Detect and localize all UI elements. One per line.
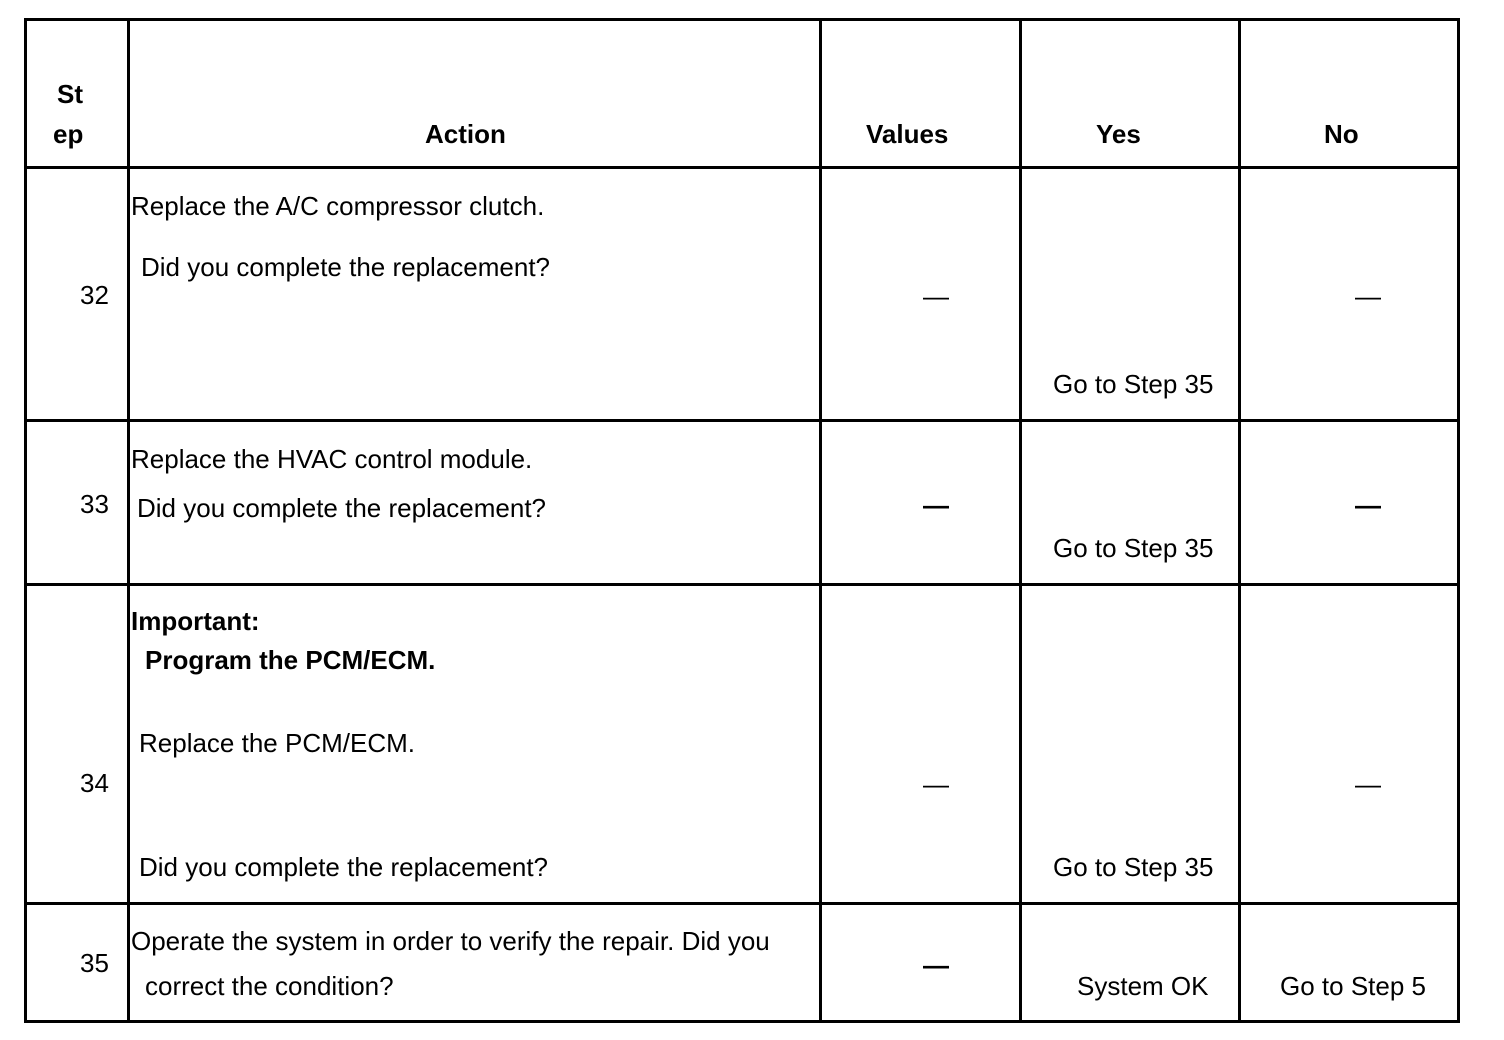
row-33-step: 33 <box>80 489 109 519</box>
col-divider-values <box>1019 21 1022 1020</box>
header-no: No <box>1324 119 1359 149</box>
diagnostic-table <box>24 18 1460 1023</box>
row-34-action-line2: Did you complete the replacement? <box>139 852 549 882</box>
row-34-yes: Go to Step 35 <box>1053 852 1214 882</box>
header-values: Values <box>866 119 949 149</box>
header-yes: Yes <box>1096 119 1141 149</box>
row-divider-header <box>27 166 1457 169</box>
row-35-values: — <box>923 950 949 980</box>
col-divider-yes <box>1238 21 1241 1020</box>
row-35-step: 35 <box>80 948 109 978</box>
row-35-no: Go to Step 5 <box>1280 971 1426 1001</box>
row-33-yes: Go to Step 35 <box>1053 533 1214 563</box>
row-34-step: 34 <box>80 768 109 798</box>
row-34-important-text: Program the PCM/ECM. <box>145 645 436 675</box>
row-35-action-line2: correct the condition? <box>145 971 394 1001</box>
row-34-no: — <box>1355 769 1381 799</box>
row-33-action-line2: Did you complete the replacement? <box>137 493 547 523</box>
row-33-action-line1: Replace the HVAC control module. <box>131 444 533 474</box>
header-step-line1: St <box>57 79 83 109</box>
row-32-no: — <box>1355 281 1381 311</box>
row-32-action-line1: Replace the A/C compressor clutch. <box>131 191 545 221</box>
row-divider-32 <box>27 419 1457 422</box>
row-34-important-label: Important: <box>131 606 260 636</box>
col-divider-action <box>819 21 822 1020</box>
row-32-yes: Go to Step 35 <box>1053 369 1214 399</box>
row-32-action-line2: Did you complete the replacement? <box>141 252 551 282</box>
row-32-values: — <box>923 281 949 311</box>
row-35-yes: System OK <box>1077 971 1209 1001</box>
row-32-step: 32 <box>80 280 109 310</box>
header-step-line2: ep <box>53 119 84 149</box>
header-action: Action <box>425 119 506 149</box>
row-33-values: — <box>923 490 949 520</box>
col-divider-step <box>127 21 130 1020</box>
row-divider-33 <box>27 583 1457 586</box>
row-33-no: — <box>1355 490 1381 520</box>
row-divider-34 <box>27 902 1457 905</box>
row-34-action-line1: Replace the PCM/ECM. <box>139 728 415 758</box>
row-35-action-line1: Operate the system in order to verify the repair. Did you <box>131 926 770 956</box>
row-34-values: — <box>923 769 949 799</box>
